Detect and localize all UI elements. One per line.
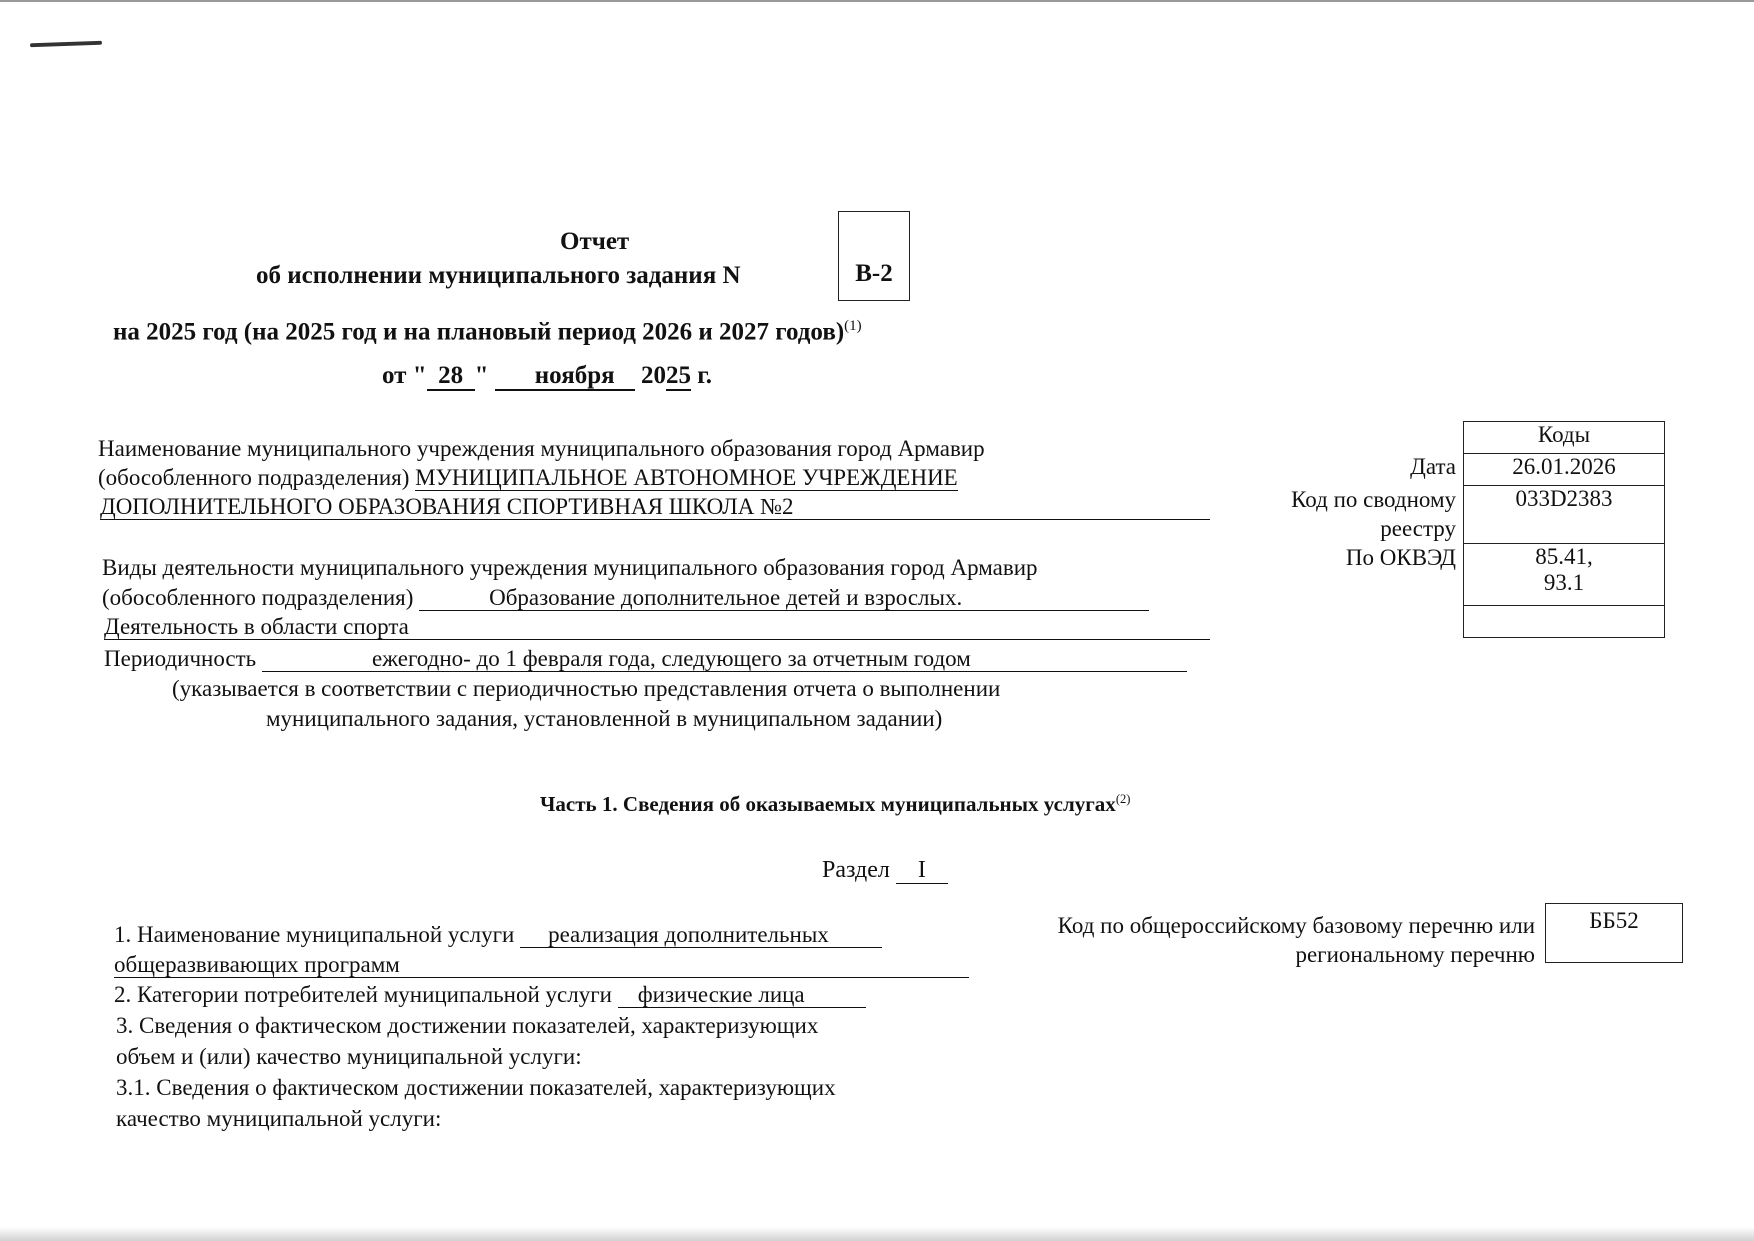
codes-registry-value: 033D2383 xyxy=(1464,486,1665,544)
activity-label-suffix: (обособленного подразделения) xyxy=(102,585,414,610)
date-year-suffix: 25 xyxy=(666,363,691,391)
periodicity-note-line2: муниципального задания, установленной в муниципальном задании) xyxy=(266,706,943,731)
activity-label-line1: Виды деятельности муниципального учреждения муниципального образования город Армавир xyxy=(102,555,1038,580)
item31-line1: 3.1. Сведения о фактическом достижении показателей, характеризующих xyxy=(116,1075,836,1100)
codes-table xyxy=(1463,421,1665,638)
basic-list-label-2: региональному перечню xyxy=(1295,942,1535,967)
institution-label-line1: Наименование муниципального учреждения муниципального образования город Армавир xyxy=(98,436,985,461)
basic-list-code-box xyxy=(1545,903,1683,963)
codes-label-registry-2: реестру xyxy=(1380,516,1456,541)
periodicity-label: Периодичность xyxy=(104,646,257,671)
codes-date-value: 26.01.2026 xyxy=(1464,454,1665,486)
report-period xyxy=(113,318,862,346)
institution-name-line1: МУНИЦИПАЛЬНОЕ АВТОНОМНОЕ УЧРЕЖДЕНИЕ xyxy=(415,465,958,490)
periodicity-value: ежегодно- до 1 февраля года, следующего за отчетным годом xyxy=(262,646,1187,672)
date-day: 28 xyxy=(427,363,475,391)
footnote-1: (1) xyxy=(844,318,862,334)
codes-label-okved: По ОКВЭД xyxy=(1345,545,1456,570)
institution-label-line2 xyxy=(98,465,958,491)
date-prefix: от " xyxy=(382,362,427,389)
page-bottom-shadow xyxy=(0,1227,1754,1241)
pen-mark xyxy=(30,41,102,48)
date-year-prefix: 20 xyxy=(640,362,666,389)
institution-name-row2 xyxy=(100,494,1210,520)
consumer-category-value: физические лица xyxy=(618,982,866,1008)
institution-name-line2: ДОПОЛНИТЕЛЬНОГО ОБРАЗОВАНИЯ СПОРТИВНАЯ ШКОЛА №2 xyxy=(100,494,1210,520)
activity-value-line1: Образование дополнительное детей и взрослых. xyxy=(419,585,1149,611)
basic-list-code: ББ52 xyxy=(1589,908,1639,933)
service-name-value-2: общеразвивающих программ xyxy=(114,952,969,978)
basic-list-label-1: Код по общероссийскому базовому перечню или xyxy=(1057,913,1535,938)
section-number: I xyxy=(896,858,948,884)
service-name-row xyxy=(114,922,882,948)
service-name-value-1: реализация дополнительных xyxy=(520,922,882,948)
consumer-category-row xyxy=(114,982,866,1008)
date-quote: " xyxy=(474,362,489,389)
codes-label-date: Дата xyxy=(1410,454,1456,479)
item3-line2: объем и (или) качество муниципальной услуги: xyxy=(116,1044,582,1069)
report-title: Отчет xyxy=(560,228,630,255)
activity-value-line2: Деятельность в области спорта xyxy=(104,614,1210,640)
codes-label-registry-1: Код по сводному xyxy=(1291,487,1456,512)
report-subtitle: об исполнении муниципального задания N xyxy=(256,262,741,289)
activity-row2 xyxy=(102,585,1149,611)
codes-header: Коды xyxy=(1464,422,1665,454)
service-name-label: 1. Наименование муниципальной услуги xyxy=(114,922,515,947)
part1-title-text: Часть 1. Сведения об оказываемых муниципальных услугах xyxy=(540,792,1116,816)
item3-line1: 3. Сведения о фактическом достижении показателей, характеризующих xyxy=(116,1013,819,1038)
report-date xyxy=(382,362,712,391)
date-suffix: г. xyxy=(697,362,713,389)
service-name-row2 xyxy=(114,952,969,978)
codes-empty-value xyxy=(1464,606,1665,638)
footnote-2: (2) xyxy=(1115,792,1131,806)
institution-label-suffix: (обособленного подразделения) xyxy=(98,465,410,490)
periodicity-note-line1: (указывается в соответствии с периодичностью представления отчета о выполнении xyxy=(172,676,1001,701)
periodicity-row xyxy=(104,646,1187,672)
okved-value-1: 85.41, xyxy=(1535,544,1593,569)
task-number: В-2 xyxy=(855,260,893,287)
item31-line2: качество муниципальной услуги: xyxy=(116,1106,442,1131)
okved-value-2: 93.1 xyxy=(1543,570,1585,595)
date-month: ноября xyxy=(495,363,635,391)
period-text: на 2025 год (на 2025 год и на плановый период 2026 и 2027 годов) xyxy=(113,318,845,346)
codes-okved-value xyxy=(1464,544,1665,606)
page-top-edge xyxy=(0,0,1754,2)
consumer-category-label: 2. Категории потребителей муниципальной услуги xyxy=(114,982,612,1007)
activity-row3 xyxy=(104,614,1210,640)
task-number-box xyxy=(838,211,910,301)
part1-title xyxy=(540,792,1131,817)
section-heading xyxy=(822,857,948,884)
section-label: Раздел xyxy=(822,857,890,883)
